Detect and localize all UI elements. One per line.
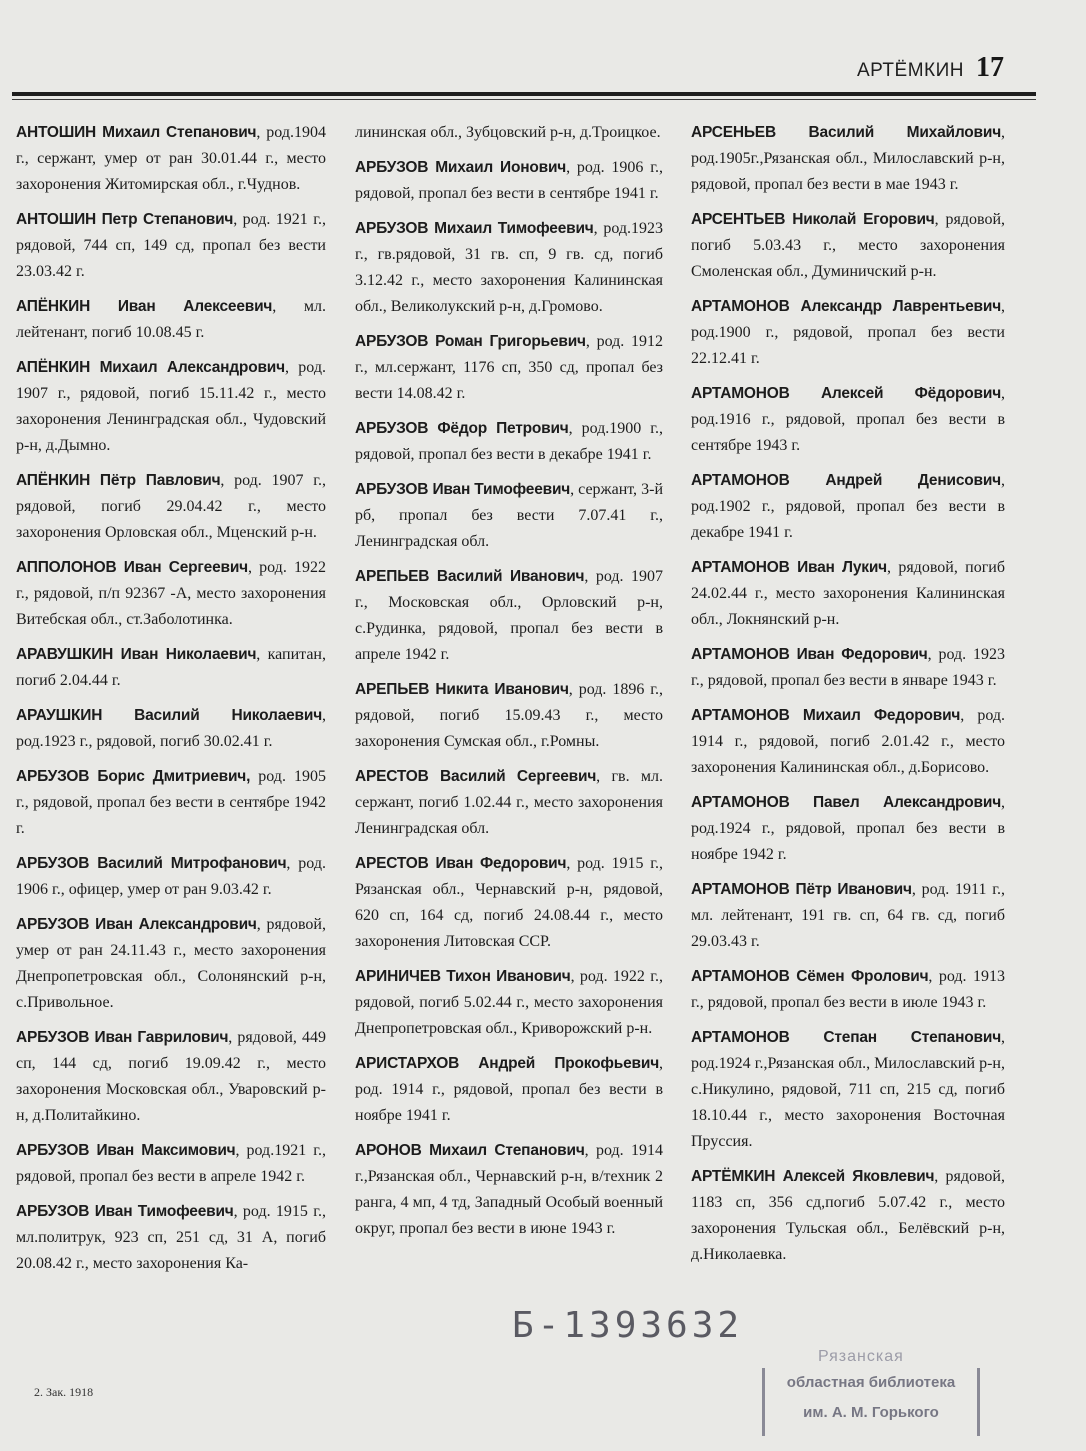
entry-text: , род. 1906 г., рядовой, пропал без вести в сентябре 1941 г. bbox=[355, 159, 663, 202]
biography-entry bbox=[16, 207, 326, 285]
entry-name: АРБУЗОВ Борис Дмитриевич, bbox=[16, 768, 251, 785]
entry-text: , род. 1913 г., рядовой, пропал без вести в июле 1943 г. bbox=[691, 968, 1005, 1011]
biography-entry bbox=[355, 329, 663, 407]
entry-text: , род. 1921 г., рядовой, 744 сп, 149 сд, пропал без вести 23.03.42 г. bbox=[16, 211, 327, 280]
entry-name: АРАВУШКИН Иван Николаевич bbox=[16, 646, 257, 663]
entry-name: АППОЛОНОВ Иван Сергеевич bbox=[16, 559, 248, 576]
entry-name: АРБУЗОВ Иван Максимович bbox=[16, 1142, 236, 1159]
entry-text: , род. 1923 г., рядовой, пропал без вести в январе 1943 г. bbox=[691, 646, 1005, 689]
biography-entry bbox=[691, 1025, 1005, 1155]
entry-name: АРБУЗОВ Михаил Ионович bbox=[355, 159, 567, 176]
entry-text: , гв. мл. сержант, погиб 1.02.44 г., место захоронения Ленинградская обл. bbox=[355, 768, 663, 837]
biography-entry bbox=[355, 677, 663, 755]
entry-name: АРСЕНЬЕВ Василий Михайлович bbox=[691, 124, 1001, 141]
biography-entry bbox=[691, 703, 1005, 781]
page-number: 17 bbox=[976, 52, 1004, 83]
entry-name: АРТАМОНОВ Иван Федорович bbox=[691, 646, 928, 663]
entry-text: , род. 1914 г.,Рязанская обл., Чернавский р-н, в/техник 2 ранга, 4 мп, 4 тд, Западный Особый военный округ, пропал без вести в июне 1943 г. bbox=[355, 1142, 663, 1237]
entry-name: АРБУЗОВ Михаил Тимофеевич bbox=[355, 220, 594, 237]
entry-text: , род. 1914 г., рядовой, пропал без вести в ноябре 1941 г. bbox=[355, 1055, 663, 1124]
entry-text: , капитан, погиб 2.04.44 г. bbox=[16, 646, 326, 689]
entry-name: АРЕСТОВ Василий Сергеевич bbox=[355, 768, 597, 785]
entry-text: , род.1900 г., рядовой, пропал без вести в декабре 1941 г. bbox=[355, 420, 663, 463]
entry-text: , рядовой, 1183 сп, 356 сд,погиб 5.07.42 г., место захоронения Тульская обл., Белёвский р-н, д.Николаевка. bbox=[691, 1168, 1005, 1263]
entry-name: АРАУШКИН Василий Николаевич bbox=[16, 707, 322, 724]
entry-text: , сержант, 3-й рб, пропал без вести 7.07.41 г., Ленинградская обл. bbox=[355, 481, 664, 550]
biography-entry bbox=[355, 416, 663, 468]
entry-text: лининская обл., Зубцовский р-н, д.Троицкое. bbox=[355, 124, 661, 141]
entry-name: АНТОШИН Петр Степанович bbox=[16, 211, 234, 228]
entry-text: , род. 1912 г., мл.сержант, 1176 сп, 350 сд, пропал без вести 14.08.42 г. bbox=[355, 333, 663, 402]
entry-name: АРБУЗОВ Иван Тимофеевич bbox=[355, 481, 571, 498]
biography-entry bbox=[355, 477, 663, 555]
biography-entry bbox=[355, 155, 663, 207]
entry-name: АРТАМОНОВ Иван Лукич bbox=[691, 559, 887, 576]
biography-entry bbox=[691, 468, 1005, 546]
entry-name: АРТАМОНОВ Пётр Иванович bbox=[691, 881, 912, 898]
biography-entry bbox=[691, 207, 1005, 285]
entry-text: , род. 1906 г., офицер, умер от ран 9.03.42 г. bbox=[16, 855, 326, 898]
biography-entry bbox=[355, 1138, 663, 1242]
biography-entry bbox=[16, 555, 326, 633]
entry-name: АРБУЗОВ Фёдор Петрович bbox=[355, 420, 569, 437]
entry-text: , род. 1911 г., мл. лейтенант, 191 гв. сп, 64 гв. сд, погиб 29.03.43 г. bbox=[691, 881, 1006, 950]
entry-name: АРБУЗОВ Иван Гаврилович bbox=[16, 1029, 229, 1046]
biography-entry bbox=[355, 216, 663, 320]
entry-text: , род. 1907 г., рядовой, погиб 15.11.42 г., место захоронения Ленинградская обл., Чудовский р-н, д.Дымно. bbox=[16, 359, 326, 454]
entry-text: , род.1902 г., рядовой, пропал без вести в декабре 1941 г. bbox=[691, 472, 1005, 541]
biography-entry bbox=[691, 555, 1005, 633]
entry-name: АРЕСТОВ Иван Федорович bbox=[355, 855, 567, 872]
entry-name: АРТАМОНОВ Степан Степанович bbox=[691, 1029, 1001, 1046]
entry-text: , род.1900 г., рядовой, пропал без вести 22.12.41 г. bbox=[691, 298, 1005, 367]
biography-entry bbox=[16, 851, 326, 903]
biography-entry bbox=[691, 790, 1005, 868]
biography-entry bbox=[691, 877, 1005, 955]
biography-entry bbox=[355, 1051, 663, 1129]
entry-text: , род.1924 г., рядовой, пропал без вести в ноябре 1942 г. bbox=[691, 794, 1005, 863]
text-column-2 bbox=[355, 120, 663, 1251]
entry-name: АРЕПЬЕВ Василий Иванович bbox=[355, 568, 585, 585]
library-stamp-line2: им. А. М. Горького bbox=[803, 1404, 939, 1421]
entry-text: , род. 1896 г., рядовой, погиб 15.09.43 г., место захоронения Сумская обл., г.Ромны. bbox=[355, 681, 664, 750]
biography-entry bbox=[355, 564, 663, 668]
entry-text: род. 1905 г., рядовой, пропал без вести в сентябре 1942 г. bbox=[16, 768, 326, 837]
entry-name: АРТАМОНОВ Александр Лаврентьевич bbox=[691, 298, 1001, 315]
header-rule-thin bbox=[12, 99, 1036, 100]
header-rule bbox=[12, 92, 1036, 96]
biography-entry bbox=[16, 120, 326, 198]
library-stamp bbox=[762, 1368, 980, 1436]
running-header-surname: АРТЁМКИН bbox=[856, 60, 964, 81]
entry-name: АРТАМОНОВ Павел Александрович bbox=[691, 794, 1001, 811]
biography-entry bbox=[16, 468, 326, 546]
entry-name: АРСЕНТЬЕВ Николай Егорович bbox=[691, 211, 935, 228]
biography-entry bbox=[16, 912, 326, 1016]
biography-entry bbox=[355, 764, 663, 842]
entry-text: , рядовой, погиб 5.03.43 г., место захоронения Смоленская обл., Думиничский р-н. bbox=[691, 211, 1006, 280]
entry-name: АРТЁМКИН Алексей Яковлевич bbox=[691, 1168, 935, 1185]
biography-entry bbox=[16, 642, 326, 694]
entry-text: , род. 1915 г., Рязанская обл., Чернавский р-н, рядовой, 620 сп, 164 сд, погиб 24.08.44 г., место захоронения Литовская ССР. bbox=[355, 855, 664, 950]
entry-name: АРИНИЧЕВ Тихон Иванович bbox=[355, 968, 571, 985]
biography-entry bbox=[691, 294, 1005, 372]
entry-name: АРОНОВ Михаил Степанович bbox=[355, 1142, 585, 1159]
biography-entry bbox=[355, 120, 663, 146]
library-stamp-line1: областная библиотека bbox=[786, 1374, 956, 1391]
biography-entry bbox=[16, 703, 326, 755]
entry-text: , род.1916 г., рядовой, пропал без вести в сентябре 1943 г. bbox=[691, 385, 1005, 454]
entry-text: , род. 1922 г., рядовой, погиб 5.02.44 г., место захоронения Днепропетровская обл., Криворожский р-н. bbox=[355, 968, 664, 1037]
biography-entry bbox=[16, 294, 326, 346]
entry-name: АПЁНКИН Иван Алексеевич bbox=[16, 298, 273, 315]
text-column-3 bbox=[691, 120, 1005, 1277]
entry-text: , род. 1914 г., рядовой, погиб 2.01.42 г., место захоронения Калининская обл., д.Борисово. bbox=[691, 707, 1006, 776]
biography-entry bbox=[16, 764, 326, 842]
entry-name: АРТАМОНОВ Сёмен Фролович bbox=[691, 968, 929, 985]
entry-text: , род.1923 г., рядовой, погиб 30.02.41 г. bbox=[16, 707, 326, 750]
biography-entry bbox=[691, 1164, 1005, 1268]
biography-entry bbox=[16, 1199, 326, 1277]
entry-name: АРБУЗОВ Иван Тимофеевич bbox=[16, 1203, 234, 1220]
entry-name: АНТОШИН Михаил Степанович bbox=[16, 124, 257, 141]
entry-text: , род.1923 г., гв.рядовой, 31 гв. сп, 9 гв. сд, погиб 3.12.42 г., место захоронения Калининская обл., Великолукский р-н, д.Громово. bbox=[355, 220, 663, 315]
entry-name: АРТАМОНОВ Андрей Денисович bbox=[691, 472, 1001, 489]
entry-name: АРБУЗОВ Василий Митрофанович bbox=[16, 855, 287, 872]
entry-text: , род.1921 г., рядовой, пропал без вести в апреле 1942 г. bbox=[16, 1142, 327, 1185]
entry-text: , род. 1907 г., рядовой, погиб 29.04.42 г., место захоронения Орловская обл., Мценский р-н. bbox=[16, 472, 326, 541]
handwritten-inventory-number: Б-1393632 bbox=[512, 1305, 744, 1346]
library-stamp-city: Рязанская bbox=[818, 1348, 904, 1365]
entry-text: , рядовой, умер от ран 24.11.43 г., место захоронения Днепропетровская обл., Солонянский р-н, с.Привольное. bbox=[16, 916, 326, 1011]
entry-name: АРТАМОНОВ Алексей Фёдорович bbox=[691, 385, 1001, 402]
entry-name: АРБУЗОВ Роман Григорьевич bbox=[355, 333, 586, 350]
entry-text: , род.1905г.,Рязанская обл., Милославский р-н, рядовой, пропал без вести в мае 1943 г. bbox=[691, 124, 1005, 193]
entry-text: , род.1924 г.,Рязанская обл., Милославский р-н, с.Никулино, рядовой, 711 сп, 215 сд, погиб 18.10.44 г., место захоронения Восточная Пруссия. bbox=[691, 1029, 1005, 1150]
entry-text: , род. 1922 г., рядовой, п/п 92367 -А, место захоронения Витебская обл., ст.Заболотинка. bbox=[16, 559, 326, 628]
biography-entry bbox=[691, 381, 1005, 459]
biography-entry bbox=[691, 964, 1005, 1016]
entry-text: , мл. лейтенант, погиб 10.08.45 г. bbox=[16, 298, 326, 341]
entry-text: , рядовой, 449 сп, 144 сд, погиб 19.09.42 г., место захоронения Московская обл., Уваровский р-н, д.Политайкино. bbox=[16, 1029, 326, 1124]
text-column-1 bbox=[16, 120, 326, 1286]
footer-print-note: 2. Зак. 1918 bbox=[34, 1385, 94, 1399]
biography-entry bbox=[16, 1138, 326, 1190]
biography-entry bbox=[16, 1025, 326, 1129]
biography-entry bbox=[16, 355, 326, 459]
biography-entry bbox=[691, 120, 1005, 198]
entry-name: АПЁНКИН Пётр Павлович bbox=[16, 472, 221, 489]
entry-name: АРЕПЬЕВ Никита Иванович bbox=[355, 681, 569, 698]
entry-text: , род. 1915 г., мл.политрук, 923 сп, 251 сд, 31 А, погиб 20.08.42 г., место захоронения Ка- bbox=[16, 1203, 327, 1272]
entry-text: , род. 1907 г., Московская обл., Орловский р-н, с.Рудинка, рядовой, пропал без вести в апреле 1942 г. bbox=[355, 568, 663, 663]
entry-name: АРТАМОНОВ Михаил Федорович bbox=[691, 707, 961, 724]
biography-entry bbox=[355, 964, 663, 1042]
entry-name: АРИСТАРХОВ Андрей Прокофьевич bbox=[355, 1055, 659, 1072]
entry-name: АРБУЗОВ Иван Александрович bbox=[16, 916, 257, 933]
biography-entry bbox=[355, 851, 663, 955]
entry-name: АПЁНКИН Михаил Александрович bbox=[16, 359, 285, 376]
entry-text: , род.1904 г., сержант, умер от ран 30.01.44 г., место захоронения Житомирская обл., г.Чуднов. bbox=[16, 124, 326, 193]
entry-text: , рядовой, погиб 24.02.44 г., место захоронения Калининская обл., Локнянский р-н. bbox=[691, 559, 1005, 628]
biography-entry bbox=[691, 642, 1005, 694]
